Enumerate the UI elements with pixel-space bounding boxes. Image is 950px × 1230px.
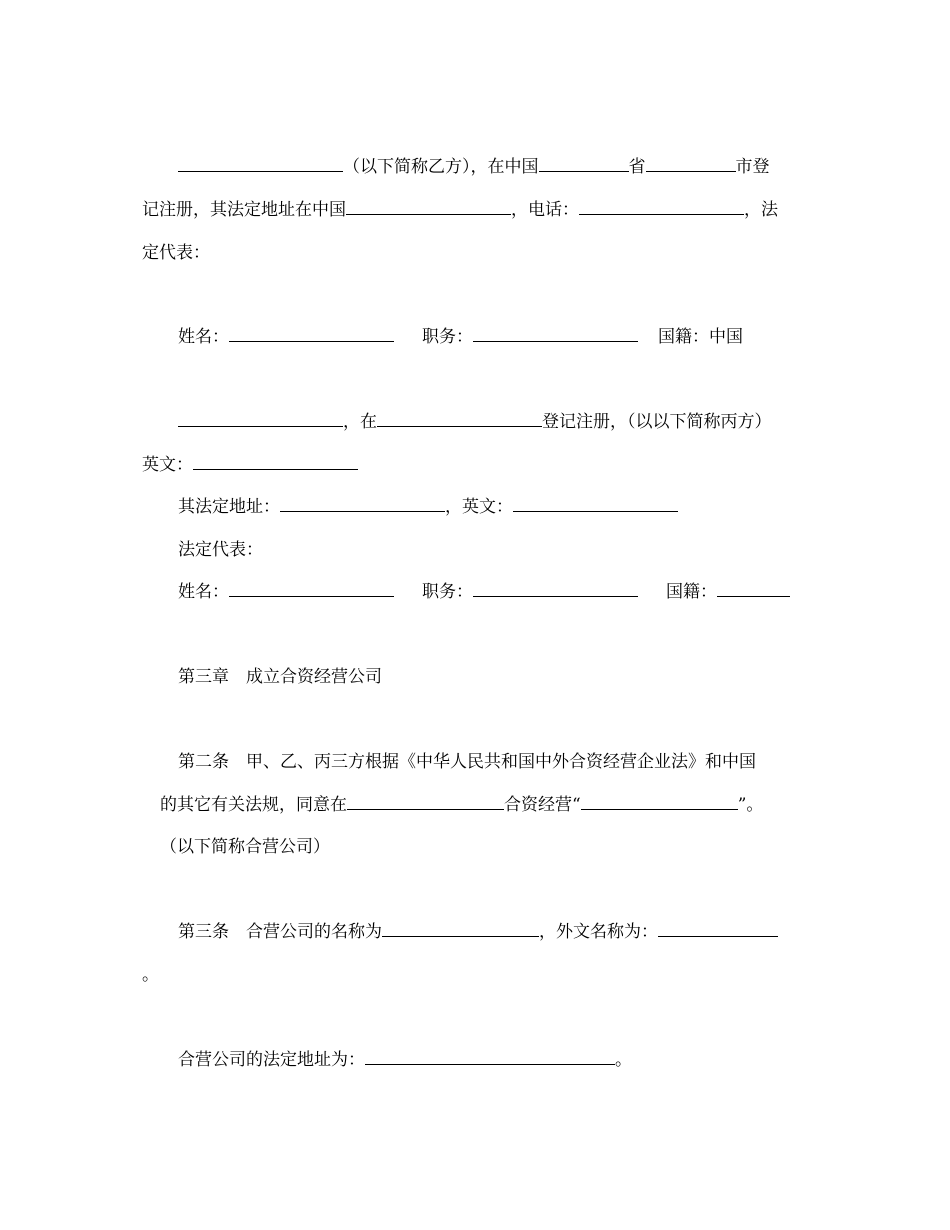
party-c-rep-title-blank[interactable]: [473, 582, 638, 597]
party-c-english-label: 英文：: [142, 455, 193, 475]
party-c-line-1-text-2: 登记注册，（以以下简称丙方）: [542, 412, 772, 432]
article-2-line-3: （以下简称合营公司）: [160, 837, 330, 857]
article-2-place-blank[interactable]: [347, 795, 504, 810]
legal-address-label: 合营公司的法定地址为：: [178, 1050, 365, 1070]
party-b-line-2-text-1: 记注册，其法定地址在中国: [142, 200, 346, 220]
party-c-name-label: 姓名：: [178, 582, 229, 602]
party-c-rep-line: [178, 582, 790, 602]
party-c-rep-label: 法定代表：: [178, 540, 263, 560]
party-b-address-blank[interactable]: [346, 200, 511, 215]
party-c-nationality-blank[interactable]: [717, 582, 790, 597]
party-c-address-label: 其法定地址：: [178, 497, 280, 517]
party-c-address-english-blank[interactable]: [513, 497, 678, 512]
party-c-english-name-blank[interactable]: [193, 455, 358, 470]
article-2-line-2-text-1: 的其它有关法规，同意在: [160, 795, 347, 815]
article-3-line-1: [178, 922, 778, 942]
party-b-rep-line: [178, 327, 743, 347]
party-b-nationality-label: 国籍：: [658, 327, 709, 347]
party-c-line-1-text-1: ，在: [343, 412, 377, 432]
party-b-line-2-text-2: ，电话：: [511, 200, 579, 220]
party-b-rep-name-blank[interactable]: [229, 327, 394, 342]
party-b-line-1: [178, 157, 770, 177]
article-3-line-1-text-2: ，外文名称为：: [539, 922, 658, 942]
article-3-foreign-name-blank[interactable]: [658, 922, 778, 937]
party-b-phone-blank[interactable]: [579, 200, 744, 215]
article-2-line-1: 第二条 甲、乙、丙三方根据《中华人民共和国中外合资经营企业法》和中国: [178, 752, 756, 772]
party-b-city-blank[interactable]: [646, 157, 736, 172]
article-2-line-2-text-2: 合资经营“: [504, 795, 581, 815]
party-b-name-label: 姓名：: [178, 327, 229, 347]
party-c-address-blank[interactable]: [280, 497, 445, 512]
article-3-line-1-text-1: 第三条 合营公司的名称为: [178, 922, 382, 942]
party-b-line-2: [142, 200, 778, 220]
party-b-line-1-text-2: 省: [628, 157, 646, 177]
party-c-name-blank[interactable]: [178, 412, 343, 427]
party-b-name-blank[interactable]: [178, 157, 343, 172]
legal-address-end: 。: [615, 1050, 632, 1070]
chapter-3-title: 第三章 成立合资经营公司: [178, 667, 382, 687]
article-3-company-name-blank[interactable]: [382, 922, 539, 937]
party-b-line-3: 定代表：: [142, 243, 210, 263]
party-b-line-1-text-1: （以下简称乙方），在中国: [343, 157, 539, 177]
party-c-address-line: [178, 497, 678, 517]
party-c-rep-name-blank[interactable]: [229, 582, 394, 597]
party-b-nationality-value: 中国: [709, 327, 743, 347]
party-b-province-blank[interactable]: [539, 157, 629, 172]
party-c-line-1: [178, 412, 772, 432]
party-b-rep-title-blank[interactable]: [473, 327, 638, 342]
party-b-title-label: 职务：: [422, 327, 473, 347]
party-c-title-label: 职务：: [422, 582, 473, 602]
article-2-line-2: [160, 795, 763, 815]
legal-address-blank[interactable]: [365, 1050, 615, 1065]
party-c-registration-place-blank[interactable]: [377, 412, 542, 427]
article-3-line-2: 。: [142, 965, 159, 985]
article-2-venture-name-blank[interactable]: [581, 795, 738, 810]
legal-address-line: [178, 1050, 632, 1070]
party-c-english-line: [142, 455, 358, 475]
party-c-address-english-label: ，英文：: [445, 497, 513, 517]
party-c-nationality-label: 国籍：: [666, 582, 717, 602]
party-b-line-1-text-3: 市登: [735, 157, 770, 177]
party-b-line-2-text-3: ，法: [744, 200, 778, 220]
article-2-line-2-text-3: ”。: [737, 795, 764, 815]
